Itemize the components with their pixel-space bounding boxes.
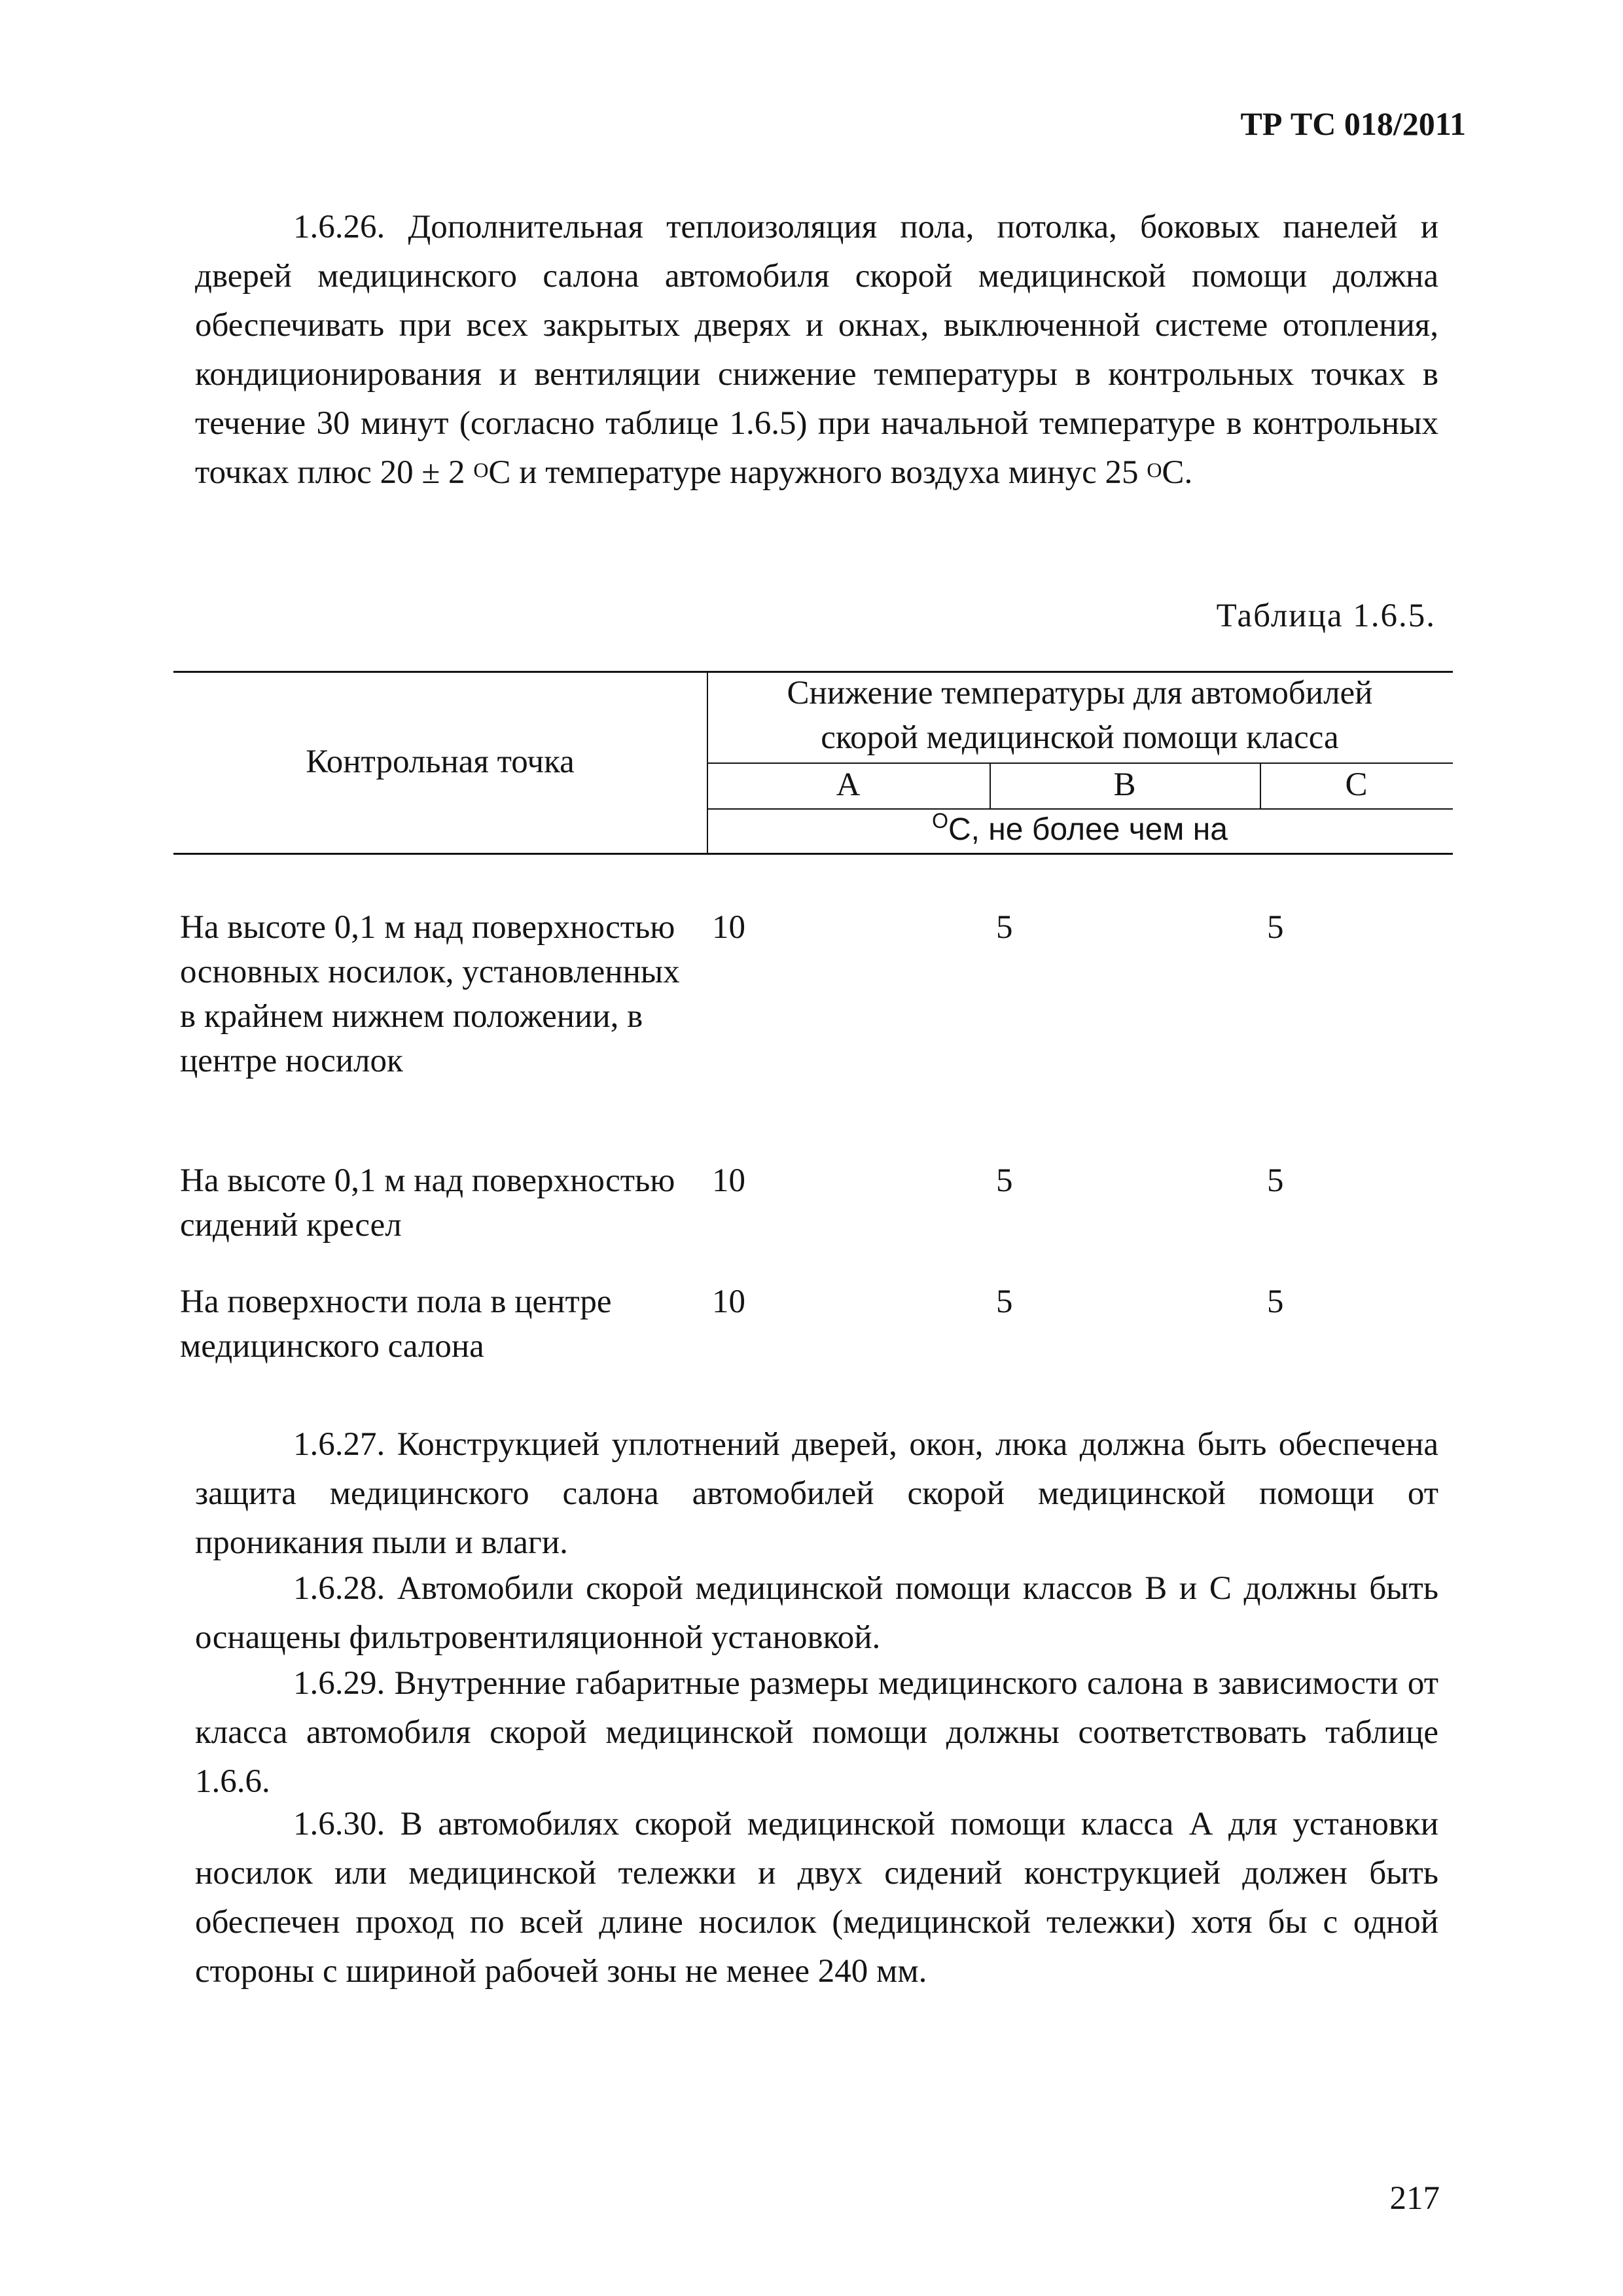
table-row-2-label: На высоте 0,1 м над поверхностью сидений кресел bbox=[180, 1162, 675, 1244]
paragraph-1-6-26-text: 1.6.26. Дополнительная теплоизоляция пола, потолка, боковых панелей и дверей медицинского салона автомобиля скорой медицинской помощи должна обеспечивать при всех закрытых дверях и окнах, выключенной системе отопления, кондиционирования и вентиляции снижение температуры в контрольных точках в течение 30 минут (согласно таблице 1.6.5) при начальной температуре в контрольных точках плюс 20 ± 2 bbox=[195, 209, 1438, 491]
table-class-bottom-rule bbox=[707, 808, 1453, 810]
table-row-3-class-c: 5 bbox=[1267, 1283, 1284, 1320]
table-row-1-class-b: 5 bbox=[996, 909, 1013, 946]
table-row-3-class-a: 10 bbox=[712, 1283, 745, 1320]
table-class-top-rule bbox=[707, 762, 1453, 764]
column-header-class-b: В bbox=[1113, 766, 1136, 803]
degree-mark: О bbox=[473, 458, 489, 482]
paragraph-1-6-26-end: С. bbox=[1162, 454, 1193, 491]
table-row-2-class-b: 5 bbox=[996, 1162, 1013, 1199]
column-group-header-line1: Снижение температуры для автомобилей bbox=[787, 675, 1373, 711]
column-header-class-a: А bbox=[836, 766, 861, 803]
degree-mark: О bbox=[1147, 458, 1162, 482]
column-header-control-point: Контрольная точка bbox=[306, 744, 575, 780]
table-row-2-class-c: 5 bbox=[1267, 1162, 1284, 1199]
degree-mark: О bbox=[932, 809, 948, 833]
table-row-3-label: На поверхности пола в центре медицинского салона bbox=[180, 1283, 612, 1365]
table-row-1-label: На высоте 0,1 м над поверхностью основных носилок, установленных в крайнем нижнем положении, в центре носилок bbox=[180, 909, 680, 1079]
document-id-header: ТР ТС 018/2011 bbox=[1240, 105, 1466, 142]
paragraph-1-6-26-mid: С и температуре наружного воздуха минус 25 bbox=[488, 454, 1147, 491]
table-row-1-class-a: 10 bbox=[712, 909, 745, 946]
table-caption: Таблица 1.6.5. bbox=[1216, 598, 1436, 634]
unit-header-text: С, не более чем на bbox=[948, 812, 1228, 847]
table-top-rule bbox=[173, 671, 1453, 673]
paragraph-1-6-29: 1.6.29. Внутренние габаритные размеры медицинского салона в зависимости от класса автомобиля скорой медицинской помощи должны соответствовать таблице 1.6.6. bbox=[195, 1665, 1438, 1800]
paragraph-1-6-26 bbox=[195, 203, 1438, 497]
column-group-header-line2: скорой медицинской помощи класса bbox=[821, 719, 1339, 756]
table-row-3-class-b: 5 bbox=[996, 1283, 1013, 1320]
table-row-2-class-a: 10 bbox=[712, 1162, 745, 1199]
page-number: 217 bbox=[1389, 2180, 1440, 2217]
paragraph-1-6-28: 1.6.28. Автомобили скорой медицинской помощи классов В и С должны быть оснащены фильтровентиляционной установкой. bbox=[195, 1570, 1438, 1656]
table-header-bottom-rule bbox=[173, 853, 1453, 855]
table-row-1-class-c: 5 bbox=[1267, 909, 1284, 946]
paragraph-1-6-30: 1.6.30. В автомобилях скорой медицинской помощи класса А для установки носилок или медицинской тележки и двух сидений конструкцией должен быть обеспечен проход по всей длине носилок (медицинской тележки) хотя бы с одной стороны с шириной рабочей зоны не менее 240 мм. bbox=[195, 1806, 1438, 1990]
column-header-class-c: С bbox=[1345, 766, 1368, 803]
paragraph-1-6-27: 1.6.27. Конструкцией уплотнений дверей, окон, люка должна быть обеспечена защита медицинского салона автомобилей скорой медицинской помощи от проникания пыли и влаги. bbox=[195, 1426, 1438, 1561]
unit-header bbox=[707, 809, 1453, 848]
